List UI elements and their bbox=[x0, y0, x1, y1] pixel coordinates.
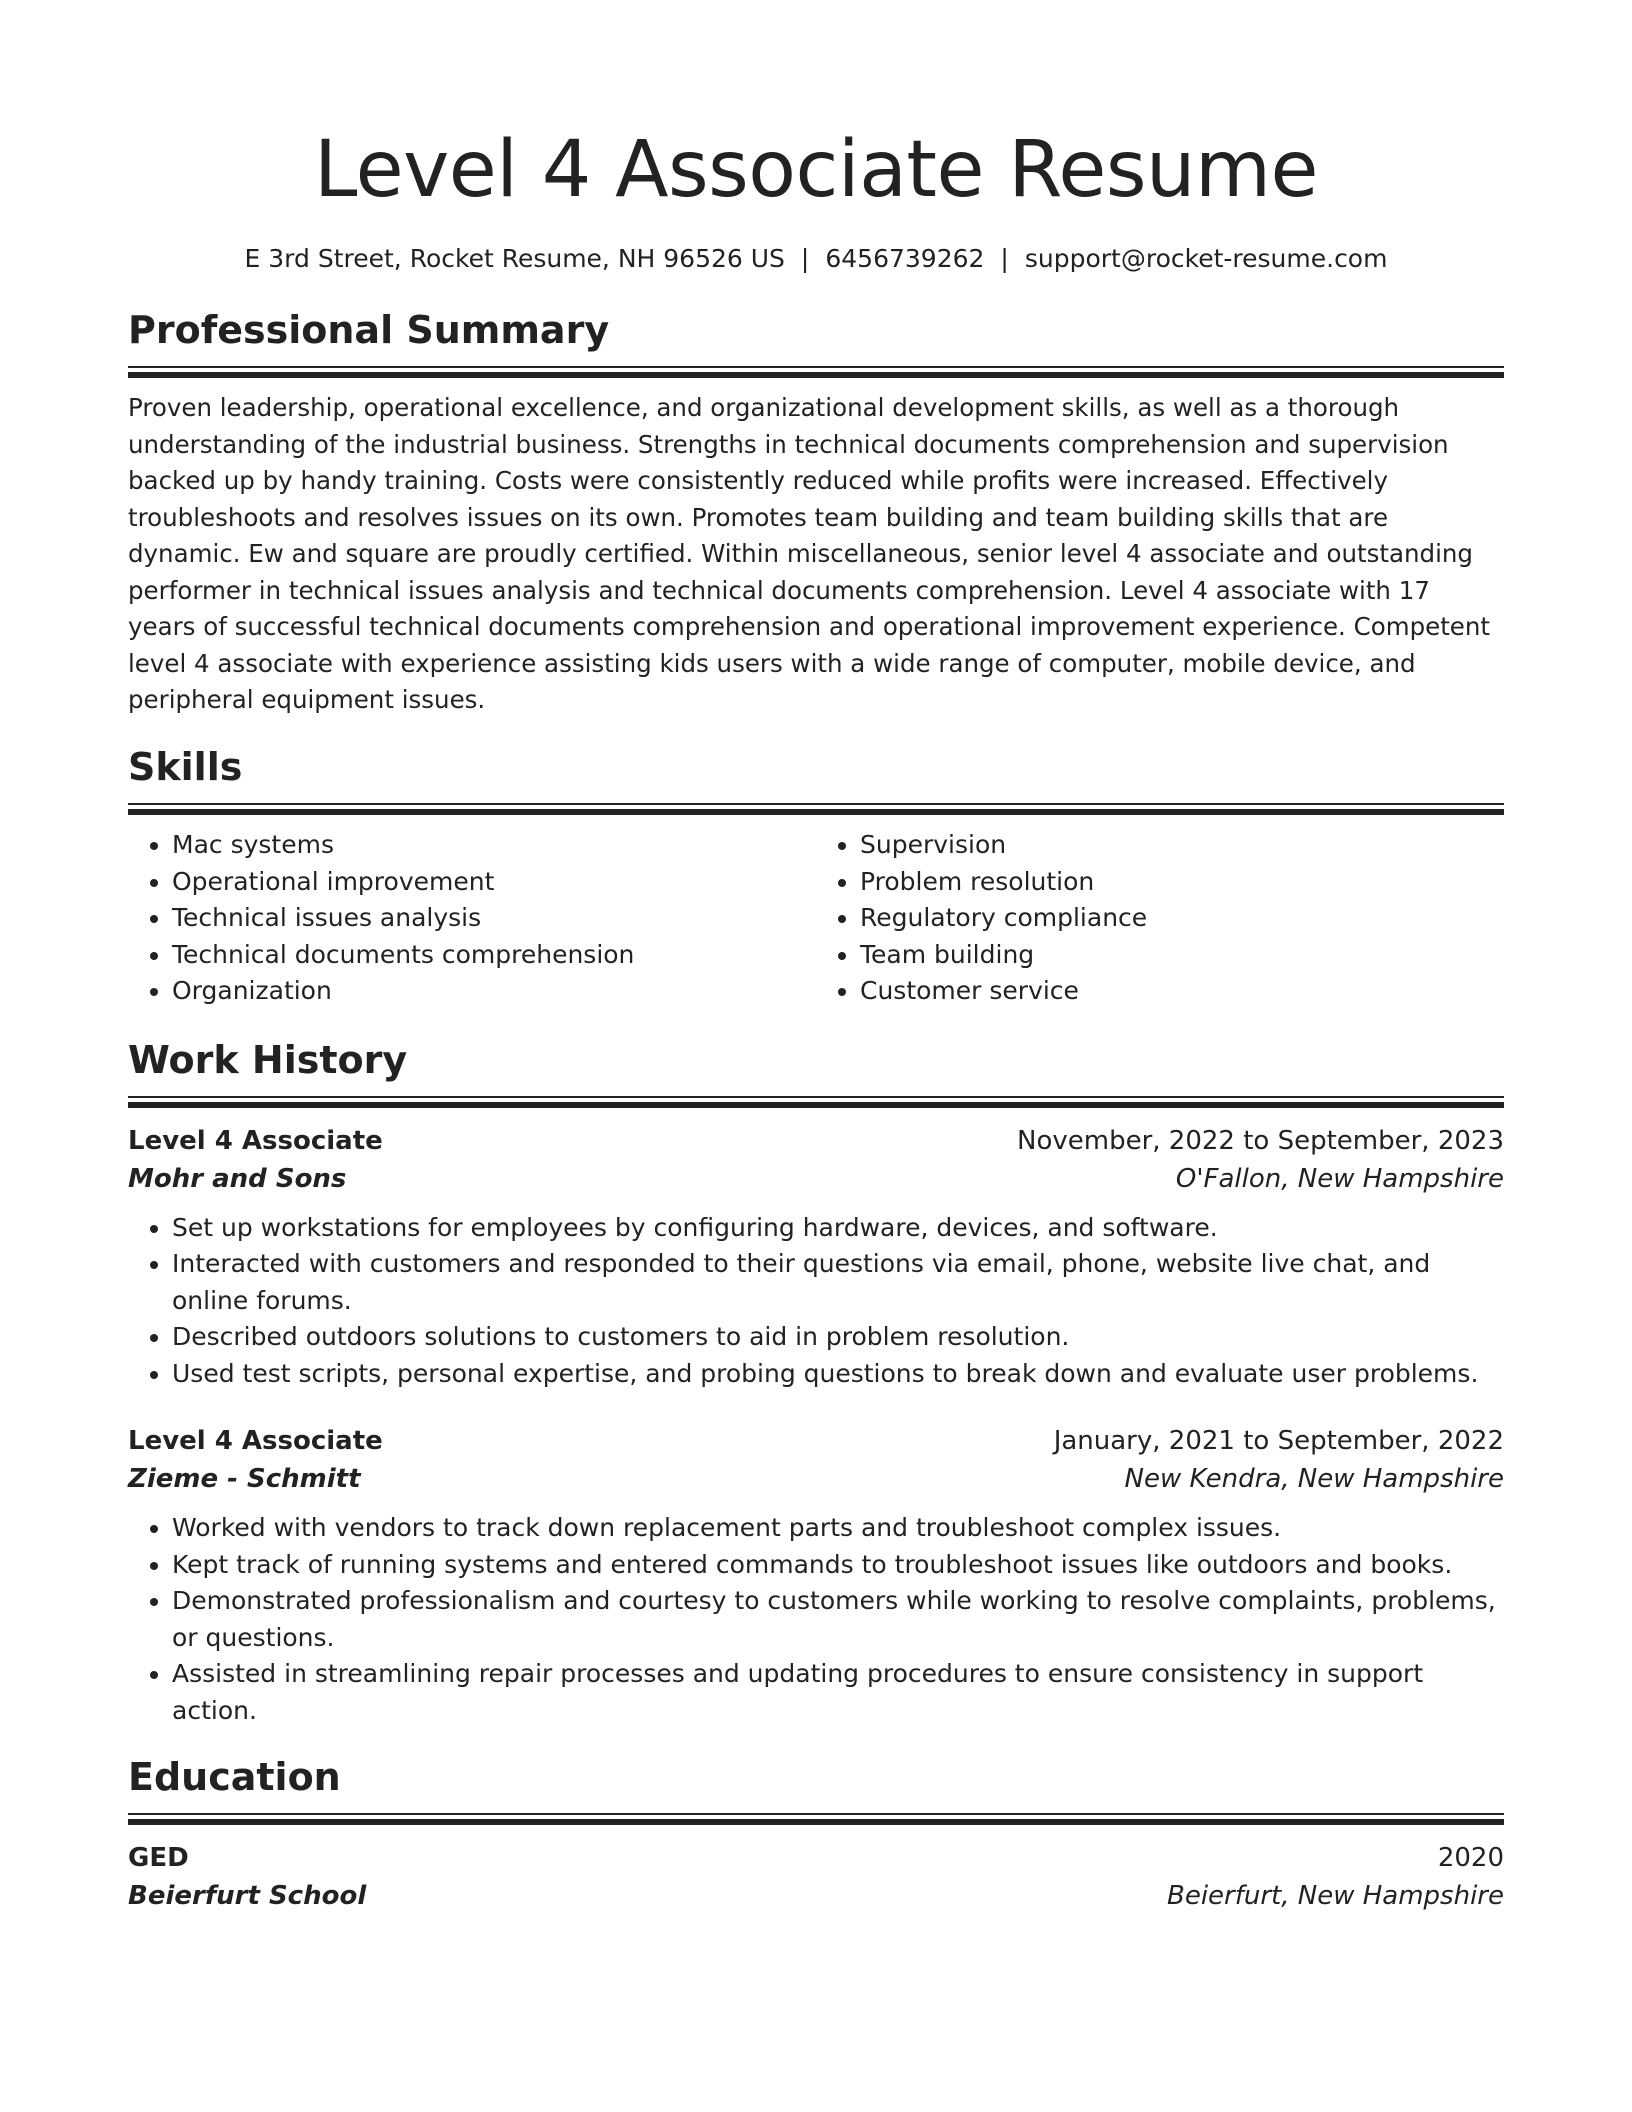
job-title: Level 4 Associate bbox=[128, 1125, 383, 1156]
skill-item: • Technical issues analysis bbox=[172, 900, 816, 937]
education-degree: GED bbox=[128, 1843, 189, 1873]
job-header-row bbox=[128, 1422, 1504, 1460]
job-bullet: • Kept track of running systems and entered commands to troubleshoot issues like outdoors and books. bbox=[172, 1547, 1504, 1584]
contact-email[interactable]: support@rocket-resume.com bbox=[1024, 244, 1388, 273]
job-entry bbox=[128, 1422, 1504, 1729]
job-bullet: • Worked with vendors to track down replacement parts and troubleshoot complex issues. bbox=[172, 1510, 1504, 1547]
skills-list-right bbox=[816, 827, 1504, 1010]
contact-address: E 3rd Street, Rocket Resume, NH 96526 US bbox=[244, 244, 785, 273]
education-section bbox=[128, 1753, 1504, 1915]
skills-columns bbox=[128, 827, 1504, 1010]
section-title-education: Education bbox=[128, 1755, 341, 1799]
job-title: Level 4 Associate bbox=[128, 1426, 383, 1456]
section-title-work: Work History bbox=[128, 1037, 408, 1082]
skill-item: • Mac systems bbox=[172, 827, 816, 864]
skills-list-left bbox=[128, 827, 816, 1010]
skill-item: • Supervision bbox=[860, 827, 1504, 864]
resume-title: Level 4 Associate Resume bbox=[314, 125, 1318, 215]
skill-item: • Regulatory compliance bbox=[860, 900, 1504, 937]
job-bullet: • Described outdoors solutions to customers to aid in problem resolution. bbox=[172, 1319, 1504, 1356]
contact-line bbox=[128, 242, 1504, 276]
education-year: 2020 bbox=[1437, 1843, 1504, 1873]
work-history-section bbox=[128, 1036, 1504, 1730]
education-school: Beierfurt School bbox=[128, 1881, 367, 1911]
job-bullets bbox=[128, 1510, 1504, 1729]
job-company-row bbox=[128, 1460, 1504, 1498]
summary-text: Proven leadership, operational excellence, and organizational development skills, as well as a thorough understanding of the industrial business. Strengths in technical documents comprehension and supervision backed up by handy training. Costs were consistently reduced while profits were increased. Effectively troubleshoots and resolves issues on its own. Promotes team building and team building skills that are dynamic. Ew and square are proudly certified. Within miscellaneous, senior level 4 associate and outstanding performer in technical issues analysis and technical documents comprehension. Level 4 associate with 17 years of successful technical documents comprehension and operational improvement experience. Competent level 4 associate with experience assisting kids users with a wide range of computer, mobile device, and peripheral equipment issues. bbox=[128, 393, 1491, 714]
contact-separator: | bbox=[800, 244, 810, 273]
skill-item: • Team building bbox=[860, 937, 1504, 974]
skill-item: • Customer service bbox=[860, 973, 1504, 1010]
job-company-row bbox=[128, 1160, 1504, 1198]
job-bullets bbox=[128, 1210, 1504, 1393]
section-divider bbox=[128, 366, 1504, 378]
summary-section bbox=[128, 306, 1504, 719]
job-bullet: • Used test scripts, personal expertise, and probing questions to break down and evaluate user problems. bbox=[172, 1356, 1504, 1393]
education-header-row bbox=[128, 1839, 1504, 1877]
contact-separator: | bbox=[1000, 244, 1009, 273]
education-school-row bbox=[128, 1877, 1504, 1915]
job-bullet: • Interacted with customers and responded to their questions via email, phone, website live chat, and online forums. bbox=[172, 1246, 1504, 1319]
education-location: Beierfurt, New Hampshire bbox=[1166, 1881, 1504, 1911]
skill-item: • Organization bbox=[172, 973, 816, 1010]
job-company: Mohr and Sons bbox=[128, 1163, 347, 1194]
job-bullet: • Demonstrated professionalism and courtesy to customers while working to resolve complaints, problems, or questions. bbox=[172, 1583, 1504, 1656]
skill-item: • Operational improvement bbox=[172, 864, 816, 901]
job-location: New Kendra, New Hampshire bbox=[1124, 1464, 1504, 1494]
skill-item: • Technical documents comprehension bbox=[172, 937, 816, 974]
job-dates: January, 2021 to September, 2022 bbox=[1053, 1426, 1504, 1456]
section-divider bbox=[128, 803, 1504, 815]
section-divider bbox=[128, 1813, 1504, 1825]
job-company: Zieme - Schmitt bbox=[128, 1464, 361, 1494]
skill-item: • Problem resolution bbox=[860, 864, 1504, 901]
job-bullet: • Set up workstations for employees by configuring hardware, devices, and software. bbox=[172, 1210, 1504, 1247]
skills-section bbox=[128, 743, 1504, 1010]
section-divider bbox=[128, 1096, 1504, 1108]
job-header-row bbox=[128, 1122, 1504, 1160]
section-title-summary: Professional Summary bbox=[128, 308, 610, 352]
contact-phone: 6456739262 bbox=[825, 244, 985, 273]
education-entry bbox=[128, 1839, 1504, 1915]
job-dates: November, 2022 to September, 2023 bbox=[1017, 1125, 1504, 1156]
section-title-skills: Skills bbox=[128, 745, 243, 789]
job-entry bbox=[128, 1122, 1504, 1393]
resume-page bbox=[128, 120, 1504, 1915]
job-location: O'Fallon, New Hampshire bbox=[1175, 1163, 1504, 1194]
job-bullet: • Assisted in streamlining repair processes and updating procedures to ensure consistency in support action. bbox=[172, 1656, 1504, 1729]
